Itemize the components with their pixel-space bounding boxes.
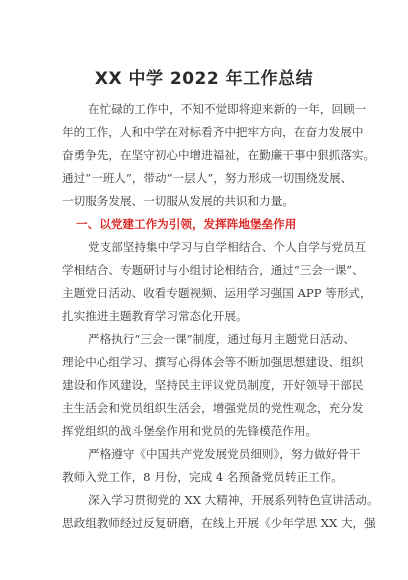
- intro-line: 通过“一班人”，带动“一层人”，努力形成一切围绕发展、: [62, 171, 353, 185]
- intro-line: 在忙碌的工作中，不知不觉即将迎来新的一年，回顾一: [88, 102, 367, 116]
- paragraph-line: 扎实推进主题教育学习常态化开展。: [62, 309, 248, 323]
- paragraph-line: 主生活会和党员组织生活会，增强党员的党性观念，充分发: [62, 401, 364, 415]
- paragraph-line: 思政组教师经过反复研磨，在线上开展《少年学思 XX 大，强: [62, 516, 376, 530]
- paragraph-line: 理论中心组学习、撰写心得体会等不断加强思想建设、组织: [62, 355, 364, 369]
- section-heading: 一、以党建工作为引领，发挥阵地堡垒作用: [76, 217, 297, 231]
- paragraph-line: 教师入党工作，8 月份，完成 4 名预备党员转正工作。: [62, 470, 343, 484]
- paragraph-line: 学相结合、专题研讨与小组讨论相结合，通过“三会一课”、: [62, 263, 364, 277]
- paragraph-line: 严格遵守《中国共产党发展党员细则》，努力做好骨干: [88, 447, 361, 461]
- paragraph-line: 严格执行“三会一课”制度，通过每月主题党日活动、: [88, 332, 355, 346]
- paragraph-line: 党支部坚持集中学习与自学相结合、个人自学与党员互: [88, 240, 367, 254]
- paragraph-line: 挥党组织的战斗堡垒作用和党员的先锋模范作用。: [62, 424, 318, 438]
- paragraph-line: 主题党日活动、收看专题视频、运用学习强国 APP 等形式，: [62, 286, 372, 300]
- intro-line: 一切服务发展、一切服从发展的共识和力量。: [62, 194, 294, 208]
- paragraph-line: 建设和作风建设，坚持民主评议党员制度，开好领导干部民: [62, 378, 364, 392]
- paragraph-line: 深入学习贯彻党的 XX 大精神，开展系列特色宣讲活动。: [88, 493, 379, 507]
- intro-line: 奋勇争先，在坚守初心中增进福祉，在勤廉干事中狠抓落实。: [62, 148, 376, 162]
- intro-line: 年的工作，人和中学在对标看齐中把牢方向，在奋力发展中: [62, 125, 364, 139]
- document-title: XX 中学 2022 年工作总结: [94, 69, 314, 89]
